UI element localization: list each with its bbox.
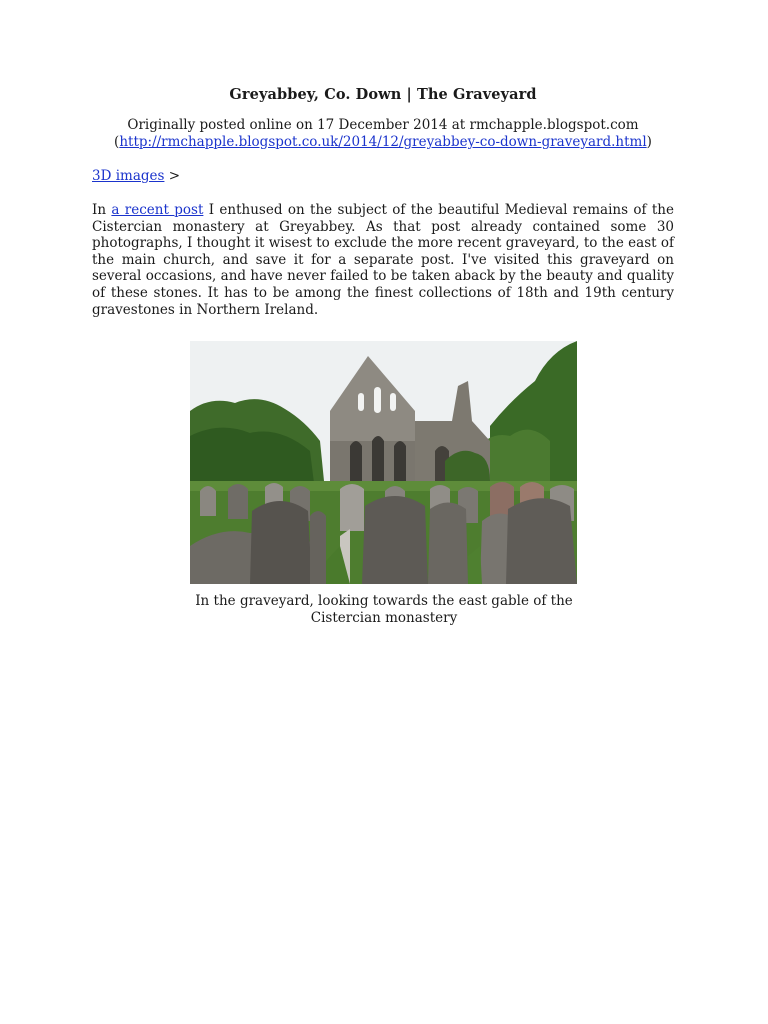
nav-line xyxy=(92,168,674,185)
posted-line: Originally posted online on 17 December 2014 at rmchapple.blogspot.com xyxy=(127,117,639,133)
3d-images-link[interactable]: 3D images xyxy=(92,168,165,184)
posted-info xyxy=(92,117,674,151)
graveyard-photo xyxy=(190,341,577,584)
nav-suffix: > xyxy=(164,168,181,184)
url-close-paren: ) xyxy=(646,134,652,150)
page-title: Greyabbey, Co. Down | The Graveyard xyxy=(229,86,537,103)
figure-caption: In the graveyard, looking towards the east gable of the Cistercian monastery xyxy=(195,593,573,626)
para-rest: I enthused on the subject of the beautiful Medieval remains of the Cistercian monastery at Greyabbey. As that post already contained some 30 photographs, I thought it wisest to exclude the more recent graveyard, to the east of the main church, and save it for a separate post. I've visited this graveyard on several occasions, and have never failed to be taken aback by the beauty and quality of these stones. It has to be among the finest collections of 18th and 19th century gravestones in Northern Ireland. xyxy=(92,202,674,318)
intro-paragraph xyxy=(92,202,674,318)
document-page xyxy=(92,86,674,318)
recent-post-link[interactable]: a recent post xyxy=(111,202,204,218)
para-start: In xyxy=(92,202,112,218)
graveyard-figure xyxy=(190,341,577,584)
url-open-paren: ( xyxy=(114,134,120,150)
source-url-link[interactable]: http://rmchapple.blogspot.co.uk/2014/12/greyabbey-co-down-graveyard.html xyxy=(119,134,647,150)
